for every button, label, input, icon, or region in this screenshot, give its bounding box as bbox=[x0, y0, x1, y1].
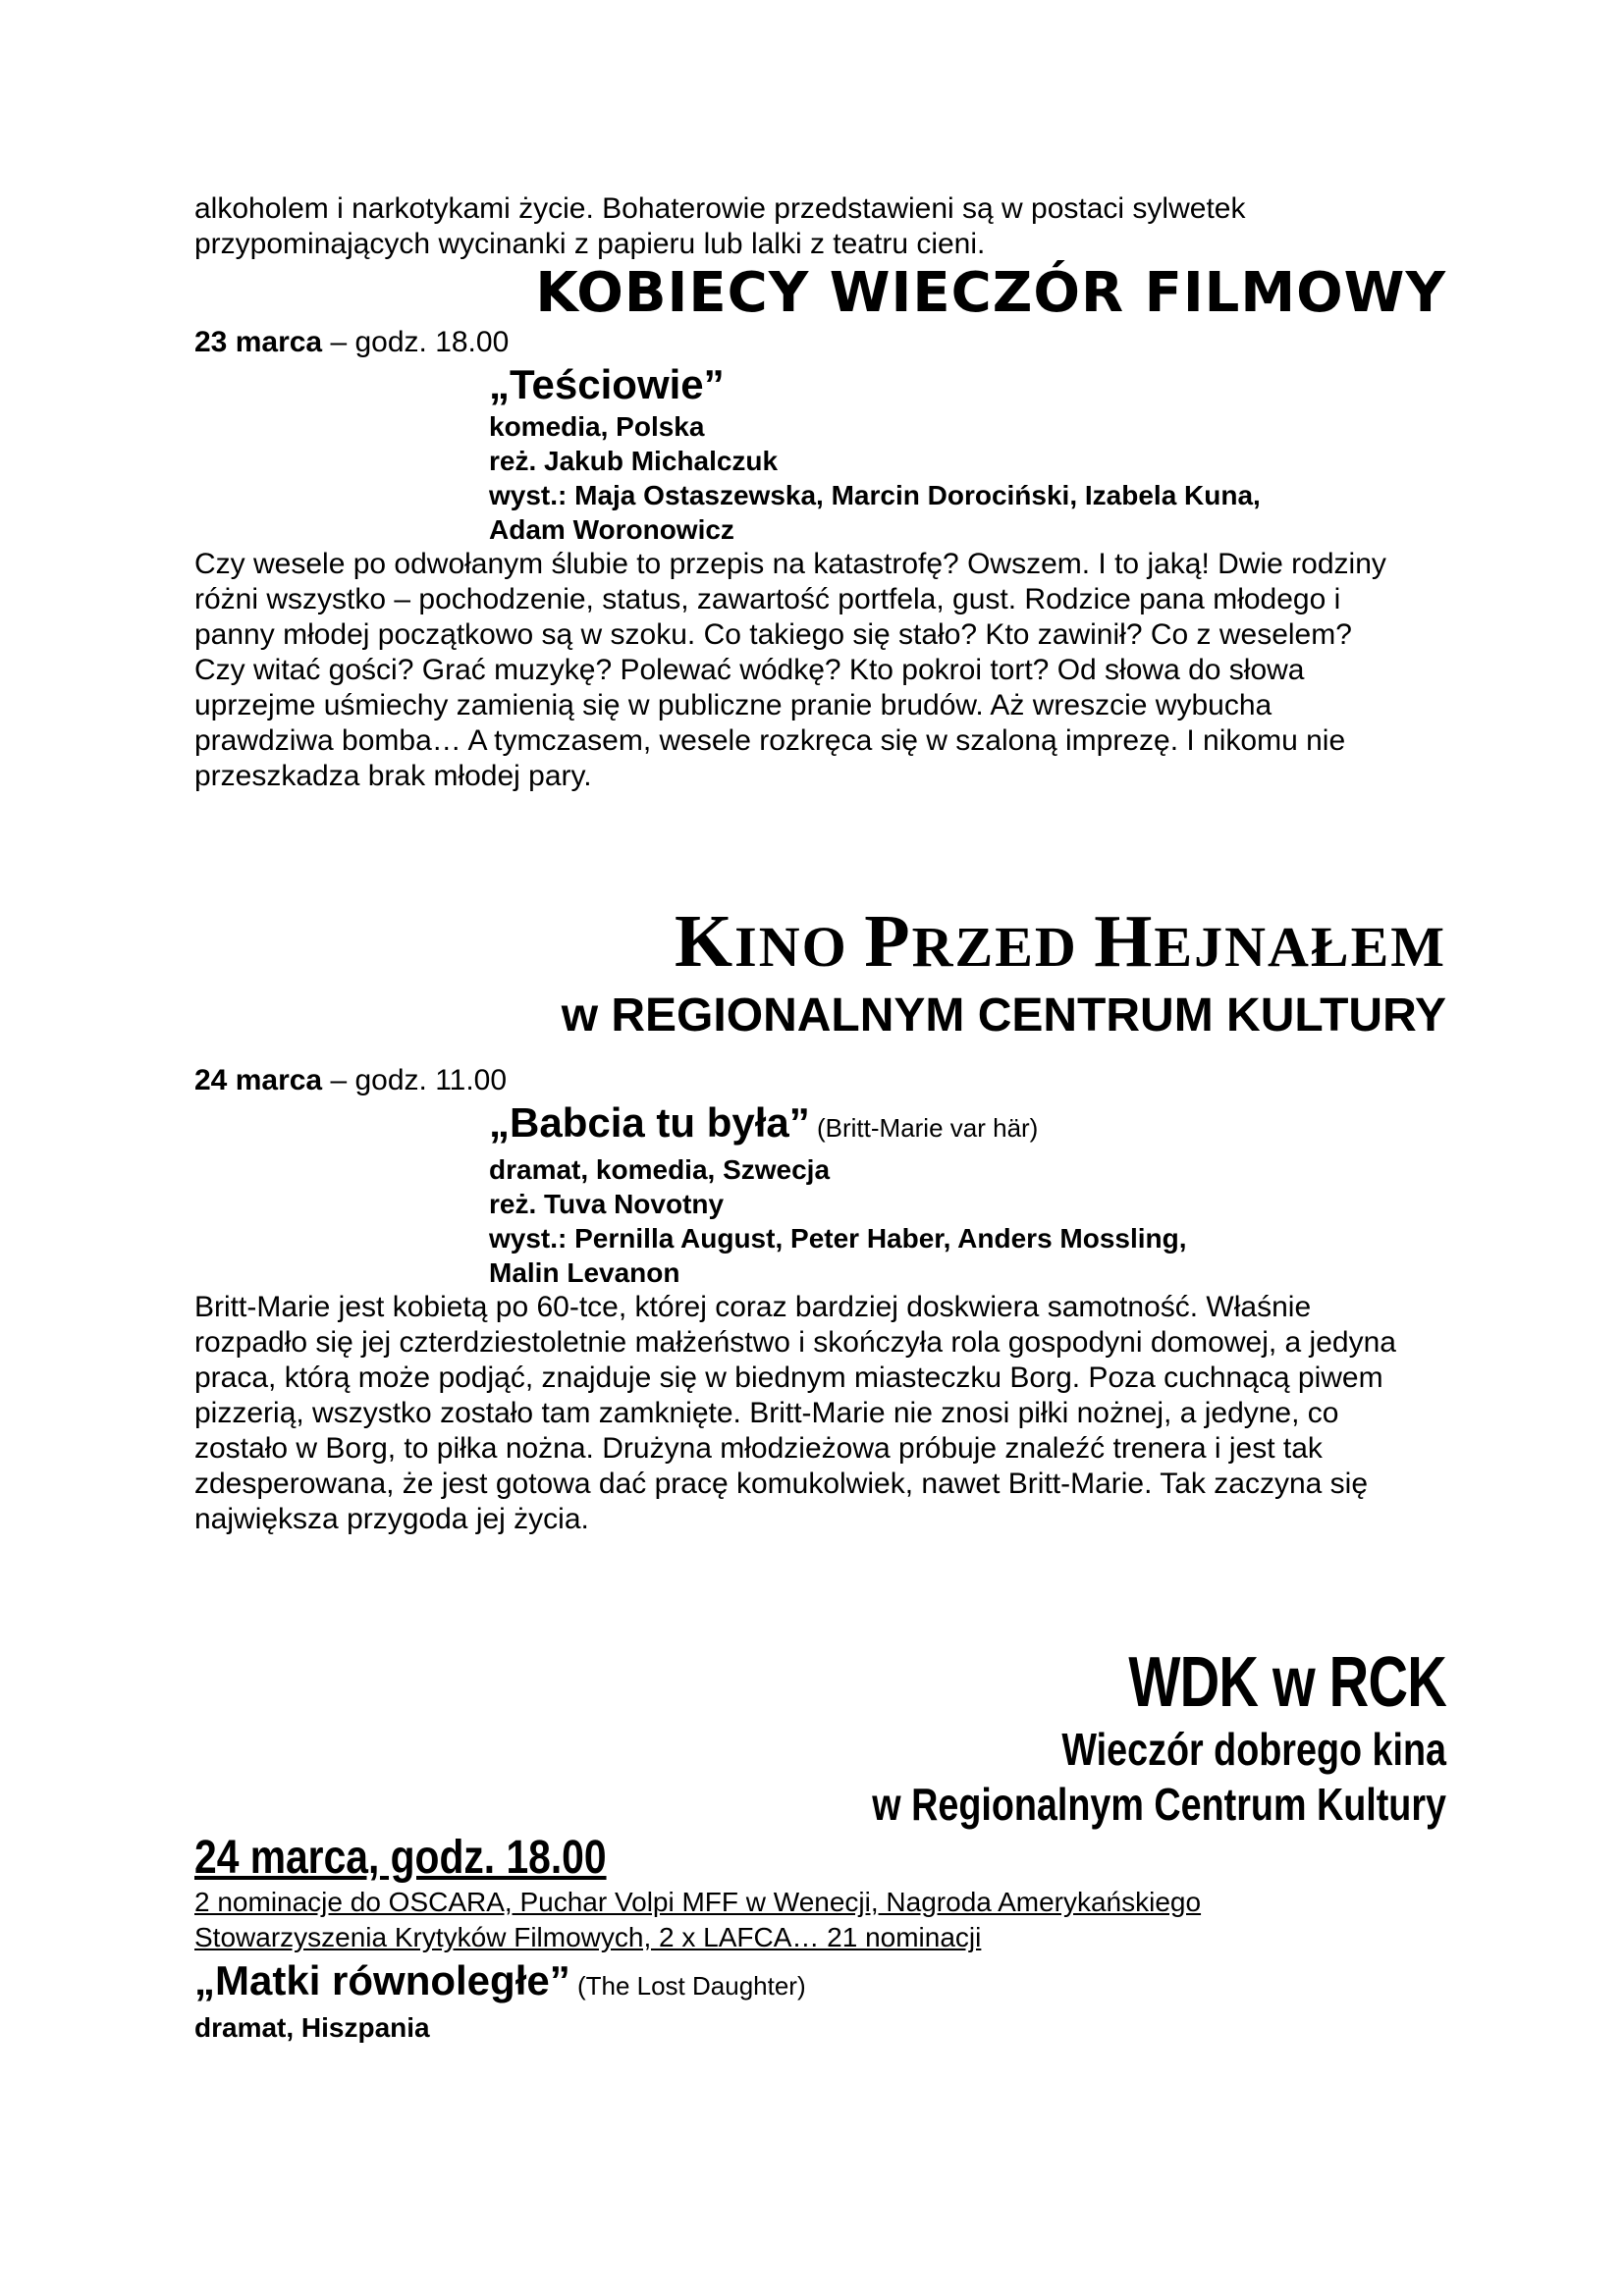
film-director: reż. Tuva Novotny bbox=[489, 1189, 725, 1219]
desc-line: Czy wesele po odwołanym ślubie to przepis na katastrofę? Owszem. I to jaką! Dwie rodziny bbox=[194, 548, 1386, 580]
wdk-subtitle: Wieczór dobrego kina bbox=[1061, 1724, 1446, 1775]
document-page bbox=[194, 191, 1446, 2045]
desc-line: zostało w Borg, to piłka nożna. Drużyna młodzieżowa próbuje znaleźć trenera i jest tak bbox=[194, 1432, 1323, 1465]
desc-line: zdesperowana, że jest gotowa dać pracę komukolwiek, nawet Britt-Marie. Tak zaczyna się bbox=[194, 1468, 1369, 1500]
film-genre: dramat, komedia, Szwecja bbox=[489, 1154, 831, 1185]
kino-smallcaps: EJNAŁEM bbox=[1154, 915, 1446, 979]
intro-line: alkoholem i narkotykami życie. Bohaterowie przedstawieni są w postaci sylwetek bbox=[194, 192, 1246, 225]
kino-film bbox=[489, 1098, 1446, 1290]
film-cast: Malin Levanon bbox=[489, 1257, 680, 1288]
kobiecy-description bbox=[194, 547, 1446, 794]
film-title-text: „Babcia tu była” bbox=[489, 1099, 810, 1146]
kobiecy-heading: KOBIECY WIECZÓR FILMOWY bbox=[535, 261, 1446, 325]
kino-letter: P bbox=[864, 900, 912, 983]
kino-letter: K bbox=[675, 900, 735, 983]
wdk-film-title bbox=[194, 1955, 1446, 2011]
desc-line: różni wszystko – pochodzenie, status, zawartość portfela, gust. Rodzice pana młodego i bbox=[194, 583, 1341, 615]
desc-line: prawdziwa bomba… A tymczasem, wesele rozkręca się w szaloną imprezę. I nikomu nie bbox=[194, 724, 1346, 757]
desc-line: pizzerią, wszystko zostało tam zamknięte. Britt-Marie nie znosi piłki nożnej, a jedyne, co bbox=[194, 1397, 1339, 1429]
wdk-section bbox=[194, 1643, 1446, 1832]
film-original-title: (Britt-Marie var här) bbox=[809, 1113, 1039, 1143]
date-time: – godz. 11.00 bbox=[322, 1064, 508, 1096]
film-director: reż. Jakub Michalczuk bbox=[489, 446, 779, 476]
film-title-text: „Matki równoległe” bbox=[194, 1957, 570, 2003]
kino-heading bbox=[194, 900, 1446, 988]
wdk-film-genre: dramat, Hiszpania bbox=[194, 2012, 430, 2043]
wdk-subtitle: w Regionalnym Centrum Kultury bbox=[872, 1779, 1446, 1830]
kino-smallcaps: INO bbox=[734, 915, 865, 979]
desc-line: panny młodej początkowo są w szoku. Co takiego się stało? Kto zawinił? Co z weselem? bbox=[194, 618, 1352, 651]
film-genre: komedia, Polska bbox=[489, 411, 705, 442]
date-day: 24 marca bbox=[194, 1064, 323, 1096]
kino-date bbox=[194, 1063, 1446, 1098]
wdk-date: 24 marca, godz. 18.00 bbox=[194, 1832, 607, 1884]
kino-description bbox=[194, 1290, 1446, 1537]
wdk-title: WDK w RCK bbox=[1128, 1643, 1446, 1722]
desc-line: praca, którą może podjąć, znajduje się w biednym miasteczku Borg. Poza cuchnącą piwem bbox=[194, 1362, 1383, 1394]
desc-line: największa przygoda jej życia. bbox=[194, 1503, 589, 1535]
wdk-awards: Stowarzyszenia Krytyków Filmowych, 2 x LAFCA… 21 nominacji bbox=[194, 1922, 982, 1952]
intro-paragraph bbox=[194, 191, 1446, 262]
film-cast: wyst.: Maja Ostaszewska, Marcin Dorociński, Izabela Kuna, bbox=[489, 480, 1261, 510]
kino-letter: H bbox=[1094, 900, 1155, 983]
wdk-awards: 2 nominacje do OSCARA, Puchar Volpi MFF w Wenecji, Nagroda Amerykańskiego bbox=[194, 1887, 1202, 1917]
desc-line: przeszkadza brak młodej pary. bbox=[194, 760, 592, 792]
desc-line: rozpadło się jej czterdziestoletnie małżeństwo i skończyła rola gospodyni domowej, a jedyna bbox=[194, 1326, 1396, 1359]
kino-smallcaps: RZED bbox=[911, 915, 1095, 979]
film-cast: wyst.: Pernilla August, Peter Haber, Anders Mossling, bbox=[489, 1223, 1187, 1254]
film-title bbox=[489, 1098, 1446, 1152]
film-title: „Teściowie” bbox=[489, 361, 725, 407]
date-time: – godz. 18.00 bbox=[322, 326, 510, 358]
kino-subheading: w REGIONALNYM CENTRUM KULTURY bbox=[561, 989, 1446, 1041]
desc-line: uprzejme uśmiechy zamienią się w publiczne pranie brudów. Aż wreszcie wybucha bbox=[194, 689, 1272, 721]
film-original-title: (The Lost Daughter) bbox=[569, 1971, 806, 2001]
kobiecy-date bbox=[194, 325, 1446, 360]
date-day: 23 marca bbox=[194, 326, 323, 358]
intro-line: przypominających wycinanki z papieru lub lalki z teatru cieni. bbox=[194, 228, 986, 260]
film-cast: Adam Woronowicz bbox=[489, 514, 734, 545]
kobiecy-film bbox=[489, 360, 1446, 547]
desc-line: Britt-Marie jest kobietą po 60-tce, której coraz bardziej doskwiera samotność. Właśnie bbox=[194, 1291, 1312, 1323]
desc-line: Czy witać gości? Grać muzykę? Polewać wódkę? Kto pokroi tort? Od słowa do słowa bbox=[194, 654, 1305, 686]
